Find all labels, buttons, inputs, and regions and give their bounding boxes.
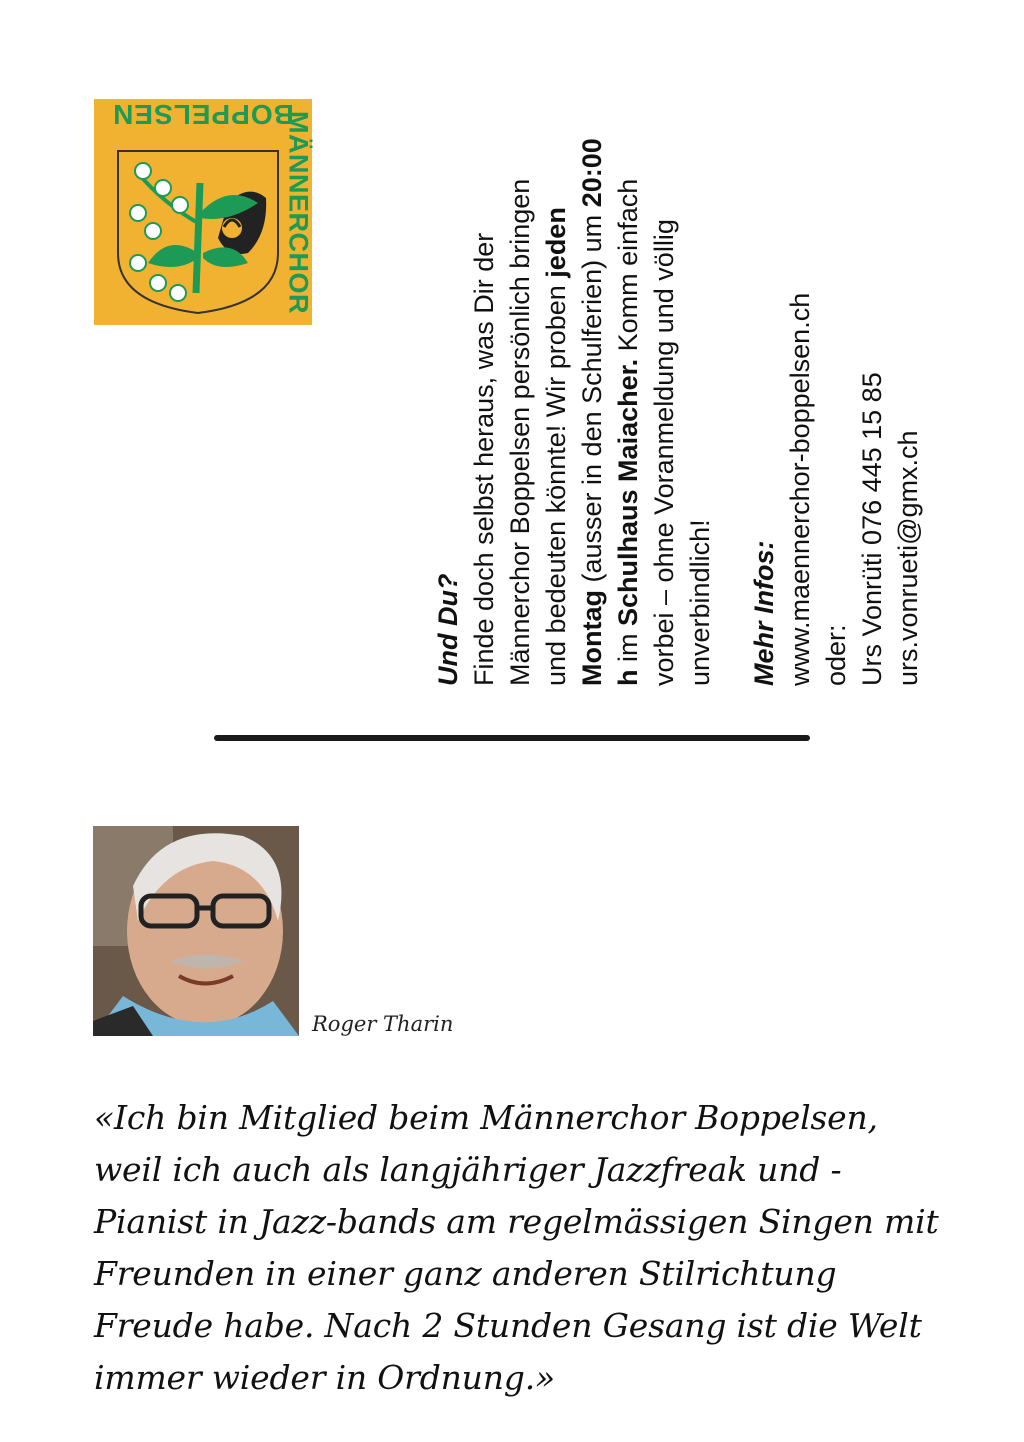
- info-text-4: Komm einfach vorbei – ohne Voranmeldung und völlig unverbindlich!: [613, 178, 715, 686]
- member-photo: [93, 826, 299, 1036]
- info-text-1: Finde doch selbst heraus, was Dir der Männerchor Boppelsen persönlich bringen und bedeuten könnte! Wir proben: [469, 178, 571, 686]
- more-info-heading: Mehr Infos:: [749, 540, 779, 686]
- info-text: [430, 130, 926, 686]
- logo-text-boppelsen: BOPPELSEN: [112, 99, 294, 130]
- portrait-image: [93, 826, 299, 1036]
- or-text: oder:: [821, 624, 851, 686]
- info-bold-location: Schulhaus Maiacher.: [613, 358, 643, 626]
- info-bold-time: 20:00 h: [577, 138, 643, 686]
- contact-name-phone: Urs Vonrüti 076 445 15 85: [857, 372, 887, 686]
- email-link[interactable]: urs.vonrueti@gmx.ch: [893, 430, 923, 686]
- member-name: Roger Tharin: [312, 1012, 454, 1036]
- member-quote: «Ich bin Mitglied beim Männerchor Boppelsen, weil ich auch als langjähriger Jazzfreak und -Pianist in Jazz-bands am regelmässigen Singen mit Freunden in einer ganz anderen Stilrichtung Freude habe. Nach 2 Stunden Gesang ist die Welt immer wieder in Ordnung.»: [94, 1098, 939, 1397]
- info-paragraph: [466, 130, 718, 686]
- info-block: [230, 130, 1024, 686]
- website-link[interactable]: www.maennerchor-boppelsen.ch: [785, 292, 815, 686]
- info-text-3: im: [613, 633, 643, 662]
- info-bold-day: jeden Montag: [541, 207, 607, 686]
- info-heading: Und Du?: [433, 573, 463, 686]
- info-text-2: (ausser in den Schulferien) um: [577, 214, 607, 583]
- logo-text-maennerchor: MÄNNERCHOR: [283, 110, 314, 314]
- divider: [214, 735, 810, 741]
